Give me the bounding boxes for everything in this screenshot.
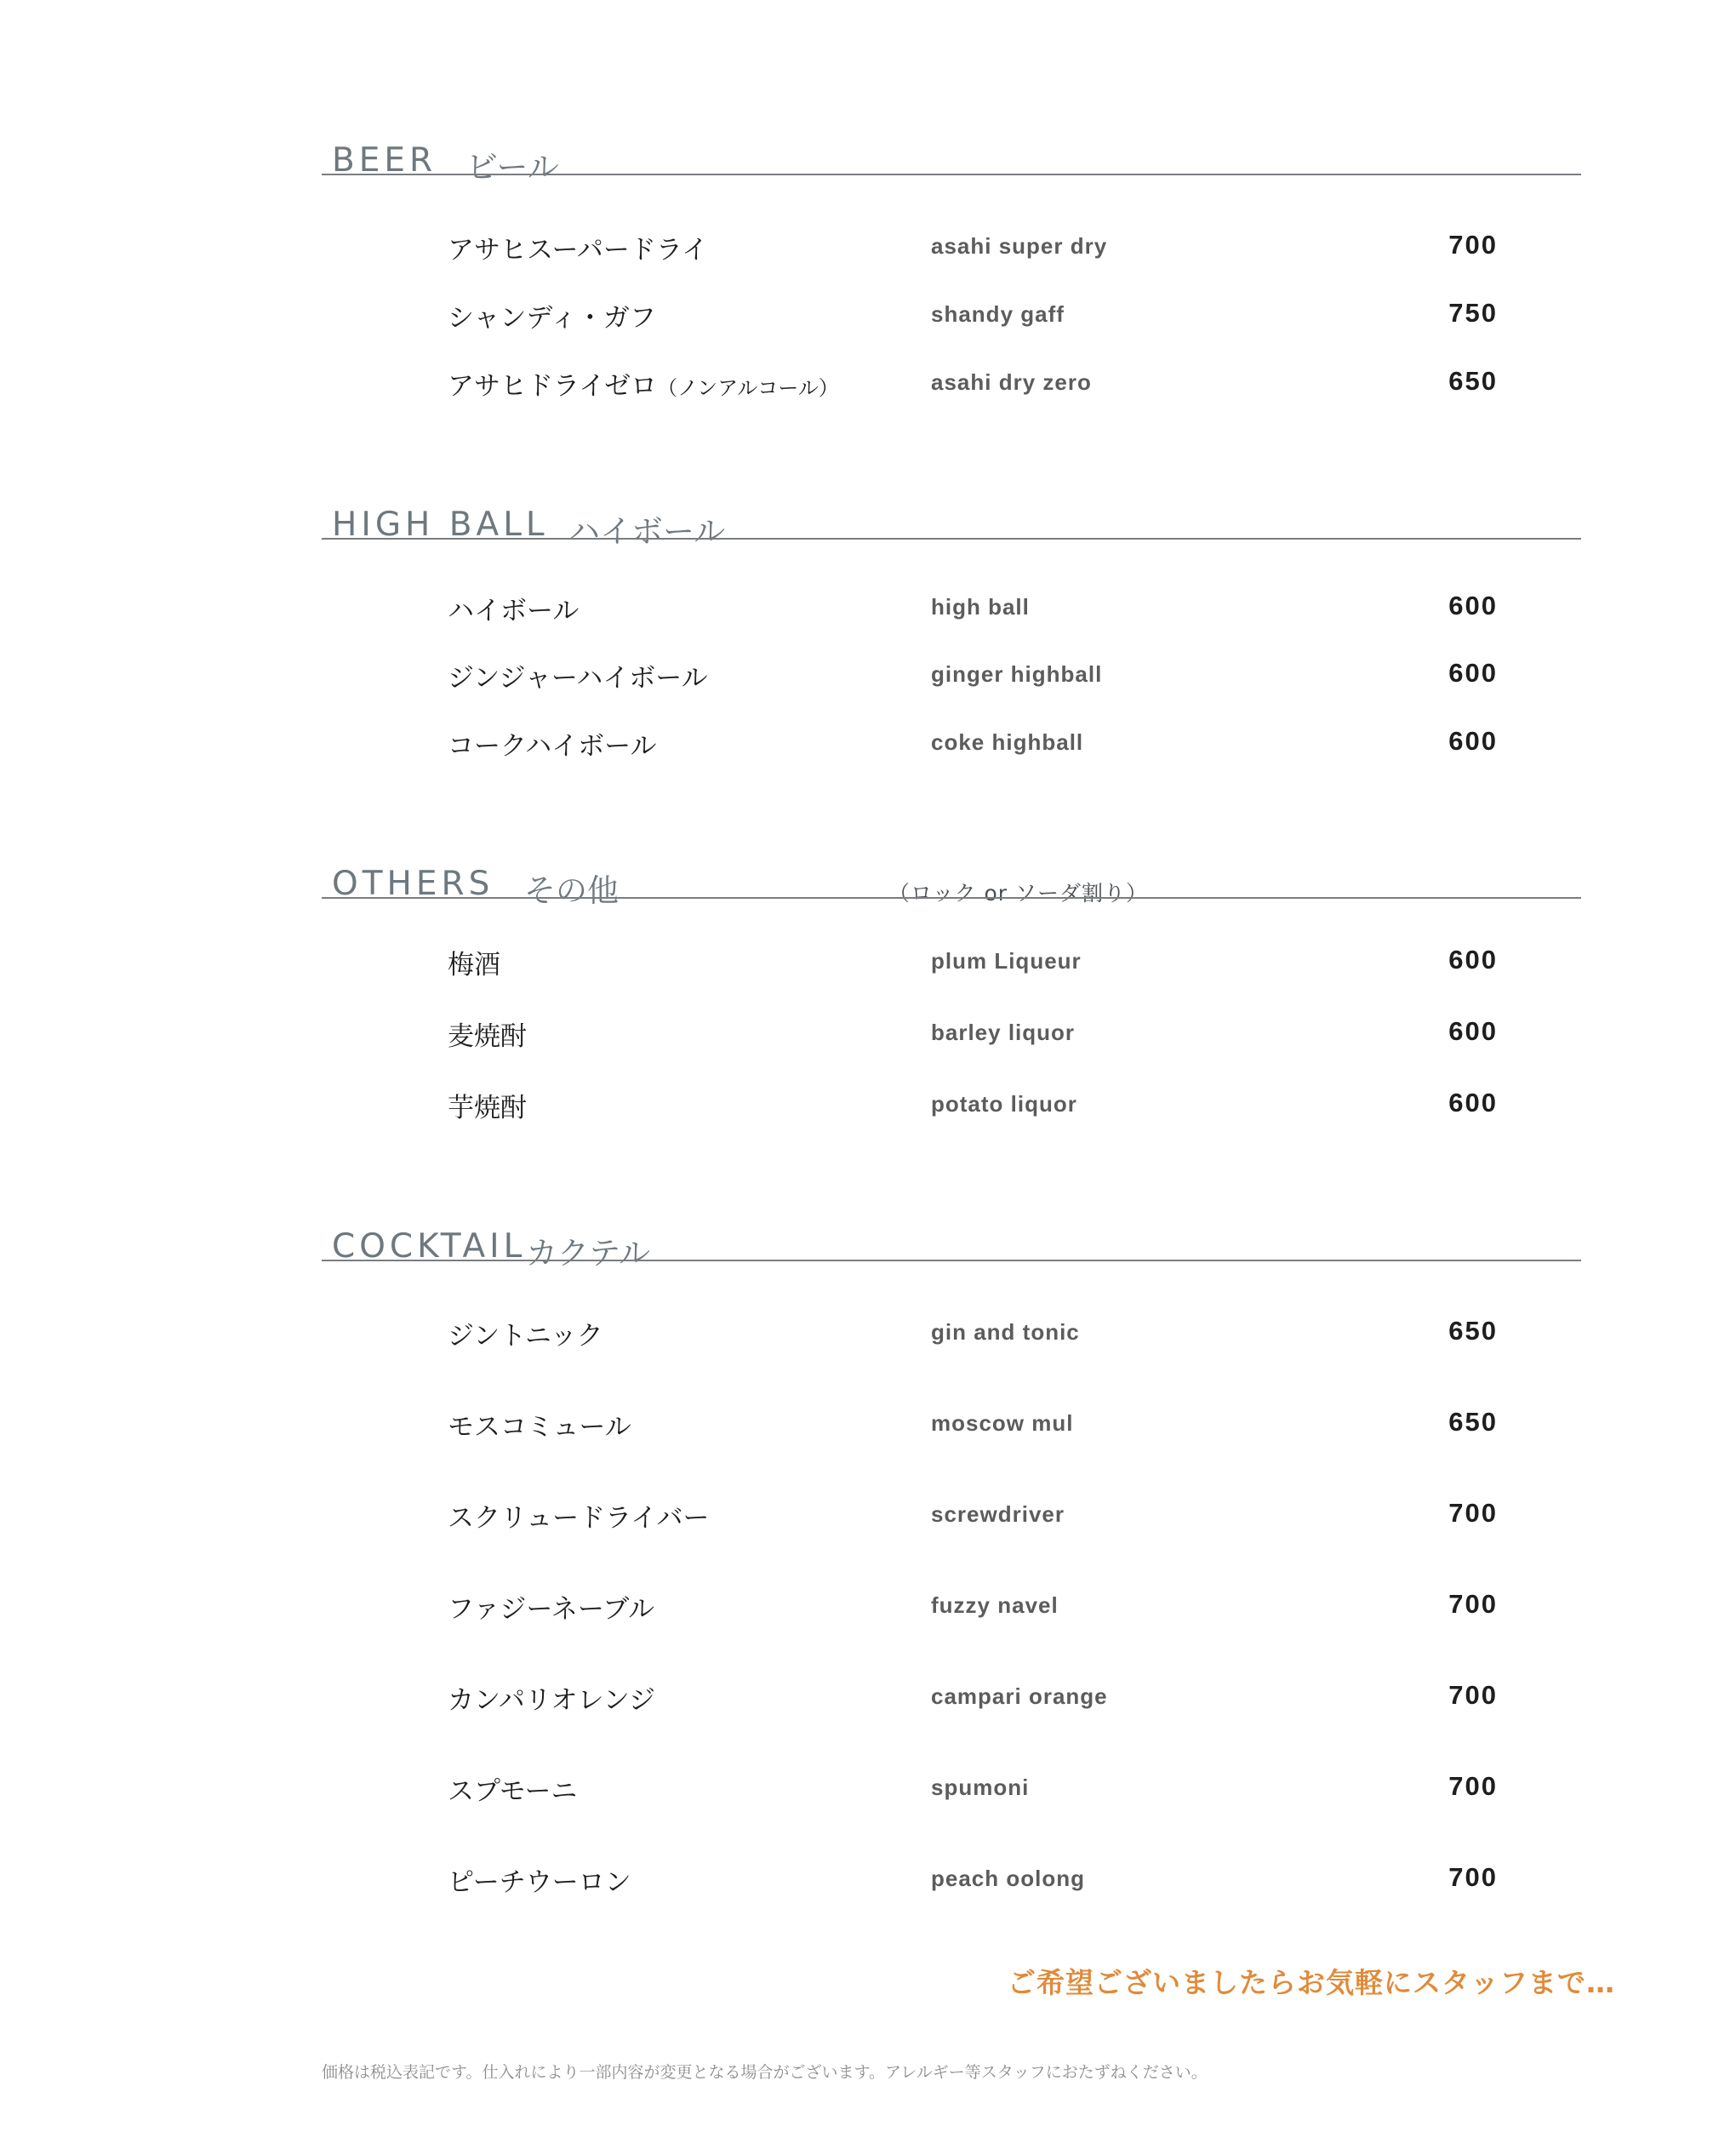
menu-item bbox=[0, 1496, 1736, 1539]
item-name-en: barley liquor bbox=[931, 1020, 1076, 1045]
item-price: 600 bbox=[1448, 945, 1498, 974]
item-price: 650 bbox=[1448, 366, 1498, 396]
item-name-jp: 麦焼酎 bbox=[448, 1021, 527, 1052]
item-price: 650 bbox=[1448, 1316, 1498, 1346]
section-title-jp: ハイボール bbox=[568, 513, 726, 550]
item-name-jp-note: （ノンアルコール） bbox=[657, 376, 839, 400]
footer-note: 価格は税込表記です。仕入れにより一部内容が変更となる場合がございます。アレルギー等スタッフにおたずねください。 bbox=[322, 2063, 1208, 2082]
item-price: 600 bbox=[1448, 1016, 1498, 1046]
item-name-jp: ジントニック bbox=[448, 1321, 603, 1352]
menu-item bbox=[0, 589, 1736, 632]
menu-item bbox=[0, 1314, 1736, 1357]
item-name-jp: ファジーネーブル bbox=[448, 1594, 655, 1625]
item-price: 700 bbox=[1448, 1498, 1498, 1528]
section-header bbox=[332, 1195, 1591, 1297]
item-name-en: screwdriver bbox=[931, 1501, 1065, 1527]
menu-item bbox=[0, 1014, 1736, 1057]
menu-item bbox=[0, 1086, 1736, 1129]
section-title-jp: ビール bbox=[466, 149, 559, 186]
item-price: 600 bbox=[1448, 591, 1498, 620]
item-name-jp: カンパリオレンジ bbox=[448, 1685, 655, 1716]
menu-item bbox=[0, 656, 1736, 699]
item-name-jp: 芋焼酎 bbox=[448, 1093, 527, 1123]
item-name-en: ginger highball bbox=[931, 661, 1103, 687]
item-price: 600 bbox=[1448, 726, 1498, 756]
item-name-jp: モスコミュール bbox=[448, 1412, 631, 1443]
section-title-en: OTHERS bbox=[332, 865, 494, 903]
item-name-jp: 梅酒 bbox=[448, 950, 500, 980]
menu-item bbox=[0, 1860, 1736, 1903]
section-divider bbox=[322, 538, 1581, 540]
section-header bbox=[332, 473, 1591, 575]
item-name-en: gin and tonic bbox=[931, 1319, 1080, 1345]
menu-item bbox=[0, 943, 1736, 986]
section-title-en: BEER bbox=[332, 141, 437, 180]
item-name-en: peach oolong bbox=[931, 1866, 1085, 1891]
menu-item bbox=[0, 724, 1736, 767]
item-price: 700 bbox=[1448, 1680, 1498, 1710]
menu-item bbox=[0, 1405, 1736, 1448]
item-name-en: fuzzy navel bbox=[931, 1592, 1059, 1618]
item-name-en: asahi super dry bbox=[931, 233, 1108, 259]
item-price: 750 bbox=[1448, 298, 1498, 328]
item-name-en: high ball bbox=[931, 594, 1030, 620]
menu-item bbox=[0, 296, 1736, 339]
menu-item bbox=[0, 364, 1736, 407]
item-name-jp: コークハイボール bbox=[448, 731, 657, 762]
section-title-jp: その他 bbox=[524, 872, 619, 909]
item-price: 600 bbox=[1448, 1088, 1498, 1117]
item-price: 600 bbox=[1448, 658, 1498, 688]
menu-item bbox=[0, 1769, 1736, 1812]
closing-message: ご希望ございましたらお気軽にスタッフまで… bbox=[1008, 1966, 1615, 1999]
section-title-jp: カクテル bbox=[526, 1235, 651, 1272]
item-price: 700 bbox=[1448, 1862, 1498, 1892]
item-name-en: plum Liqueur bbox=[931, 948, 1082, 974]
item-name-jp: ハイボール bbox=[448, 596, 580, 626]
section-divider bbox=[322, 1260, 1581, 1261]
item-name-jp: スプモーニ bbox=[448, 1776, 578, 1807]
item-price: 700 bbox=[1448, 1589, 1498, 1619]
section-title-en: COCKTAIL bbox=[332, 1227, 527, 1266]
item-name-jp: スクリュードライバー bbox=[448, 1503, 710, 1534]
item-name-en: coke highball bbox=[931, 729, 1084, 755]
item-price: 650 bbox=[1448, 1407, 1498, 1437]
section-title-en: HIGH BALL bbox=[332, 506, 549, 544]
section-note: （ロック or ソーダ割り） bbox=[888, 881, 1148, 906]
section-divider bbox=[322, 897, 1581, 899]
menu-item bbox=[0, 1587, 1736, 1630]
section-divider bbox=[322, 174, 1581, 175]
item-name-en: campari orange bbox=[931, 1683, 1108, 1709]
item-name-en: asahi dry zero bbox=[931, 369, 1092, 395]
item-price: 700 bbox=[1448, 1771, 1498, 1801]
menu-item bbox=[0, 228, 1736, 271]
item-name-jp bbox=[448, 364, 839, 403]
item-name-jp: シャンディ・ガフ bbox=[448, 303, 656, 334]
item-price: 700 bbox=[1448, 230, 1498, 260]
item-name-jp: アサヒスーパードライ bbox=[448, 235, 708, 266]
item-name-en: potato liquor bbox=[931, 1091, 1077, 1117]
item-name-jp: ジンジャーハイボール bbox=[448, 663, 708, 694]
item-name-en: spumoni bbox=[931, 1775, 1030, 1800]
section-header bbox=[332, 832, 1591, 934]
item-name-en: shandy gaff bbox=[931, 301, 1065, 327]
item-name-en: moscow mul bbox=[931, 1410, 1074, 1436]
section-header bbox=[332, 109, 1591, 211]
item-name-jp: ピーチウーロン bbox=[448, 1867, 631, 1898]
menu-item bbox=[0, 1678, 1736, 1721]
item-name-jp-main: アサヒドライゼロ bbox=[448, 371, 658, 402]
